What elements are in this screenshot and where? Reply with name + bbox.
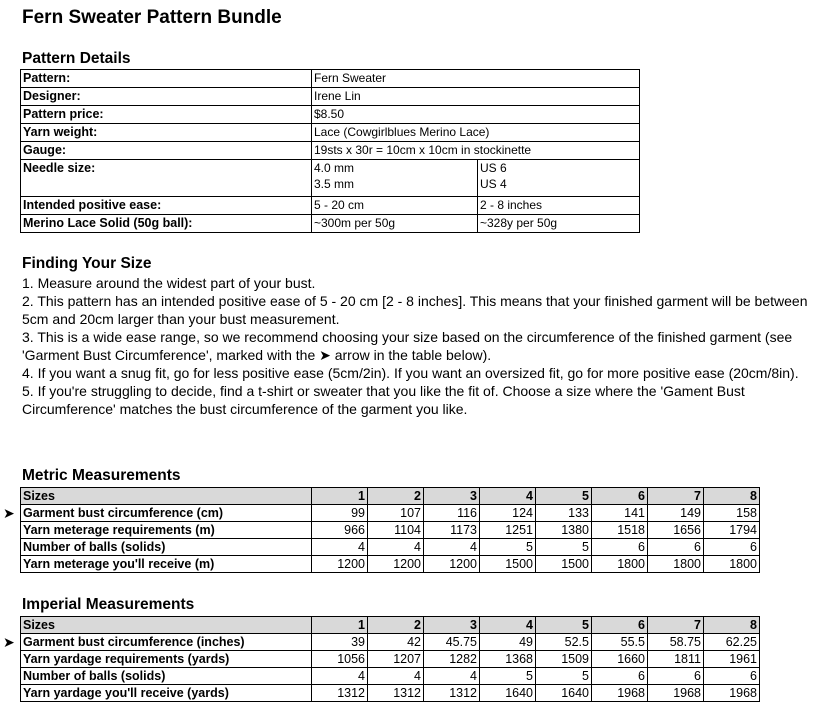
- table-cell: 49: [480, 634, 536, 651]
- instruction-step: 5. If you're struggling to decide, find a t-shirt or sweater that you like the fit of. Choose a size where the 'Gament Bust Circumference' matches the bust circumference of the garment you like.: [22, 383, 745, 417]
- detail-value: 19sts x 30r = 10cm x 10cm in stockinette: [312, 142, 640, 160]
- detail-row-needle-size: [21, 160, 640, 197]
- size-header-cell: 4: [480, 617, 536, 634]
- table-cell: 1509: [536, 651, 592, 668]
- detail-row-ease: [21, 197, 640, 215]
- size-header-cell: 6: [592, 488, 648, 505]
- finding-size-instructions: [22, 274, 812, 418]
- table-cell: 4: [312, 539, 368, 556]
- row-label: Yarn meterage you'll receive (m): [21, 556, 312, 573]
- sizes-header-row: [21, 617, 760, 634]
- size-header-cell: 7: [648, 617, 704, 634]
- arrow-icon: ➤: [3, 634, 15, 650]
- needle-metric-1: 4.0 mm: [314, 161, 355, 175]
- table-cell: 45.75: [424, 634, 480, 651]
- size-header-cell: 4: [480, 488, 536, 505]
- table-cell: 1056: [312, 651, 368, 668]
- table-cell: 133: [536, 505, 592, 522]
- table-cell: 6: [648, 539, 704, 556]
- ease-imperial: 2 - 8 inches: [478, 197, 640, 215]
- metric-heading: Metric Measurements: [22, 467, 181, 484]
- table-cell: 1200: [424, 556, 480, 573]
- detail-label: Gauge:: [21, 142, 312, 160]
- table-row: [21, 685, 760, 702]
- table-cell: 1800: [648, 556, 704, 573]
- detail-label: Yarn weight:: [21, 124, 312, 142]
- table-cell: 1968: [592, 685, 648, 702]
- table-row: [21, 651, 760, 668]
- detail-label: Merino Lace Solid (50g ball):: [21, 215, 312, 233]
- needle-us-1: US 6: [480, 161, 507, 175]
- table-cell: 1968: [704, 685, 760, 702]
- table-cell: 1368: [480, 651, 536, 668]
- size-header-cell: 1: [312, 488, 368, 505]
- table-cell: 1200: [312, 556, 368, 573]
- instruction-step: 3. This is a wide ease range, so we recommend choosing your size based on the circumference of the finished garment (see 'Garment Bust Circumference', marked with the ➤ arrow in the table below).: [22, 329, 793, 363]
- metric-measurements-table: [20, 487, 760, 573]
- table-cell: 39: [312, 634, 368, 651]
- table-cell: 966: [312, 522, 368, 539]
- size-header-cell: 2: [368, 617, 424, 634]
- table-cell: 62.25: [704, 634, 760, 651]
- ease-metric: 5 - 20 cm: [312, 197, 478, 215]
- table-cell: 1800: [704, 556, 760, 573]
- size-header-cell: 7: [648, 488, 704, 505]
- instruction-step: 1. Measure around the widest part of your bust.: [22, 275, 316, 291]
- table-cell: 5: [536, 539, 592, 556]
- table-cell: 6: [648, 668, 704, 685]
- table-cell: 1794: [704, 522, 760, 539]
- detail-row-yarn-weight: [21, 124, 640, 142]
- row-label: Number of balls (solids): [21, 539, 312, 556]
- detail-label: Designer:: [21, 88, 312, 106]
- table-cell: 99: [312, 505, 368, 522]
- table-cell: 1173: [424, 522, 480, 539]
- row-label: Sizes: [21, 488, 312, 505]
- size-header-cell: 3: [424, 617, 480, 634]
- needle-size-us: [478, 160, 640, 197]
- table-cell: 124: [480, 505, 536, 522]
- table-row: [21, 539, 760, 556]
- table-cell: 1656: [648, 522, 704, 539]
- table-cell: 6: [592, 668, 648, 685]
- row-label: Garment bust circumference (cm): [21, 505, 312, 522]
- table-cell: 6: [704, 668, 760, 685]
- table-cell: 4: [424, 539, 480, 556]
- needle-size-metric: [312, 160, 478, 197]
- table-cell: 5: [480, 668, 536, 685]
- needle-us-2: US 4: [480, 177, 507, 191]
- table-cell: 1282: [424, 651, 480, 668]
- row-label: Yarn yardage you'll receive (yards): [21, 685, 312, 702]
- table-cell: 1961: [704, 651, 760, 668]
- row-label: Sizes: [21, 617, 312, 634]
- table-cell: 1207: [368, 651, 424, 668]
- table-cell: 58.75: [648, 634, 704, 651]
- detail-label: Needle size:: [21, 160, 312, 197]
- table-cell: 1251: [480, 522, 536, 539]
- table-cell: 1800: [592, 556, 648, 573]
- table-cell: 6: [592, 539, 648, 556]
- instruction-step: 2. This pattern has an intended positive ease of 5 - 20 cm [2 - 8 inches]. This means that your finished garment will be between 5cm and 20cm larger than your bust measurement.: [22, 293, 808, 327]
- table-cell: 1640: [480, 685, 536, 702]
- row-label: Yarn yardage requirements (yards): [21, 651, 312, 668]
- finding-size-heading: Finding Your Size: [22, 255, 152, 272]
- detail-value: Fern Sweater: [312, 70, 640, 88]
- table-cell: 4: [424, 668, 480, 685]
- table-cell: 42: [368, 634, 424, 651]
- table-cell: 52.5: [536, 634, 592, 651]
- table-cell: 1518: [592, 522, 648, 539]
- table-cell: 55.5: [592, 634, 648, 651]
- sizes-header-row: [21, 488, 760, 505]
- size-header-cell: 8: [704, 488, 760, 505]
- size-header-cell: 5: [536, 617, 592, 634]
- detail-row-price: [21, 106, 640, 124]
- table-cell: 4: [368, 668, 424, 685]
- row-label: Number of balls (solids): [21, 668, 312, 685]
- table-cell: 1104: [368, 522, 424, 539]
- pattern-details-heading: Pattern Details: [22, 50, 131, 67]
- table-cell: 1380: [536, 522, 592, 539]
- table-cell: 1500: [480, 556, 536, 573]
- detail-label: Pattern:: [21, 70, 312, 88]
- table-cell: 1312: [424, 685, 480, 702]
- detail-value: Lace (Cowgirlblues Merino Lace): [312, 124, 640, 142]
- detail-row-gauge: [21, 142, 640, 160]
- arrow-icon: ➤: [3, 505, 15, 521]
- detail-row-designer: [21, 88, 640, 106]
- table-cell: 1660: [592, 651, 648, 668]
- table-cell: 1312: [368, 685, 424, 702]
- table-cell: 1500: [536, 556, 592, 573]
- page-title: Fern Sweater Pattern Bundle: [22, 7, 282, 28]
- table-cell: 1968: [648, 685, 704, 702]
- table-row: [21, 505, 760, 522]
- row-label: Yarn meterage requirements (m): [21, 522, 312, 539]
- table-cell: 1811: [648, 651, 704, 668]
- imperial-heading: Imperial Measurements: [22, 596, 195, 613]
- instruction-step: 4. If you want a snug fit, go for less positive ease (5cm/2in). If you want an oversized fit, go for more positive ease (20cm/8in).: [22, 365, 799, 381]
- table-cell: 4: [368, 539, 424, 556]
- table-cell: 107: [368, 505, 424, 522]
- table-row: [21, 668, 760, 685]
- size-header-cell: 6: [592, 617, 648, 634]
- table-cell: 158: [704, 505, 760, 522]
- row-label: Garment bust circumference (inches): [21, 634, 312, 651]
- table-cell: 5: [536, 668, 592, 685]
- table-cell: 149: [648, 505, 704, 522]
- size-header-cell: 5: [536, 488, 592, 505]
- table-cell: 6: [704, 539, 760, 556]
- detail-label: Pattern price:: [21, 106, 312, 124]
- size-header-cell: 3: [424, 488, 480, 505]
- detail-value: Irene Lin: [312, 88, 640, 106]
- table-cell: 1312: [312, 685, 368, 702]
- table-cell: 116: [424, 505, 480, 522]
- detail-value: $8.50: [312, 106, 640, 124]
- table-cell: 141: [592, 505, 648, 522]
- table-cell: 5: [480, 539, 536, 556]
- merino-metric: ~300m per 50g: [312, 215, 478, 233]
- table-row: [21, 556, 760, 573]
- table-row: [21, 522, 760, 539]
- needle-metric-2: 3.5 mm: [314, 177, 355, 191]
- detail-row-merino: [21, 215, 640, 233]
- imperial-measurements-table: [20, 616, 760, 702]
- table-cell: 1200: [368, 556, 424, 573]
- table-cell: 1640: [536, 685, 592, 702]
- table-cell: 4: [312, 668, 368, 685]
- size-header-cell: 8: [704, 617, 760, 634]
- detail-row-pattern: [21, 70, 640, 88]
- table-row: [21, 634, 760, 651]
- size-header-cell: 2: [368, 488, 424, 505]
- size-header-cell: 1: [312, 617, 368, 634]
- pattern-details-table: [20, 69, 640, 233]
- detail-label: Intended positive ease:: [21, 197, 312, 215]
- merino-imperial: ~328y per 50g: [478, 215, 640, 233]
